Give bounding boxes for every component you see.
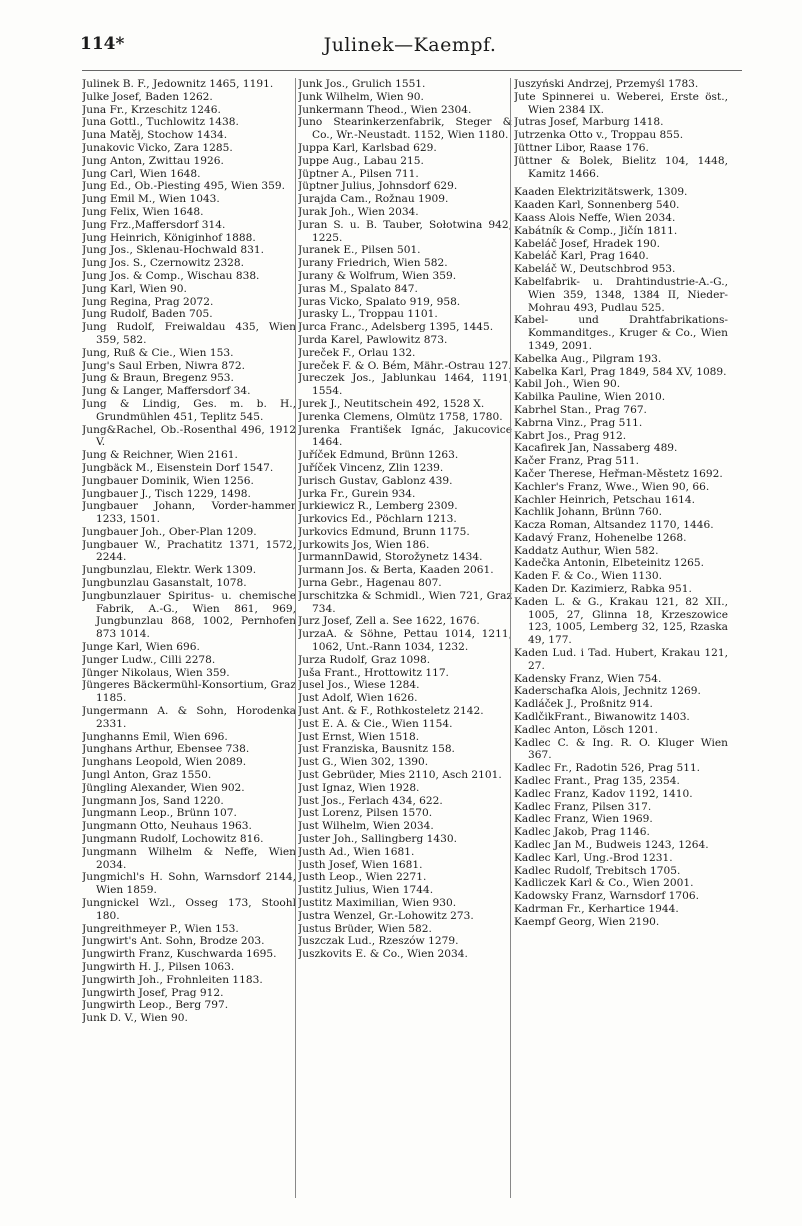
directory-entry: Kachler Heinrich, Petschau 1614. (514, 493, 695, 506)
directory-entry: Juno Stearinkerzenfabrik, Steger & Co., Wr.-Neustadt. 1152, Wien 1180. (298, 116, 512, 142)
directory-entry: Jungmann Otto, Neuhaus 1963. (82, 820, 252, 833)
directory-entry: Jungmann Jos, Sand 1220. (82, 794, 224, 807)
directory-entry: Just Adolf, Wien 1626. (298, 692, 418, 705)
directory-entry: Jung Emil M., Wien 1043. (82, 193, 220, 206)
directory-entry: Jung Jos. & Comp., Wischau 838. (82, 269, 260, 282)
directory-entry: JurmannDawid, Storožynetz 1434. (298, 551, 483, 564)
directory-entry: Jüptner Julius, Johnsdorf 629. (298, 180, 458, 193)
directory-entry: Jung Anton, Zwittau 1926. (82, 154, 224, 167)
directory-entry: Jungbäck M., Eisenstein Dorf 1547. (82, 461, 274, 474)
directory-entry: Kadlec Anton, Lösch 1201. (514, 723, 658, 736)
directory-entry: Jurca Franc., Adelsberg 1395, 1445. (298, 321, 494, 334)
directory-entry: Kačer Therese, Heřman-Městetz 1692. (514, 467, 723, 480)
directory-entry: Juppa Karl, Karlsbad 629. (298, 141, 437, 154)
directory-entry: Kadensky Franz, Wien 754. (514, 672, 662, 685)
directory-entry: Juppe Aug., Labau 215. (298, 154, 424, 167)
directory-entry: Kabátník & Comp., Jičín 1811. (514, 224, 678, 237)
directory-entry: Juran S. u. B. Tauber, Sołotwina 942, 1225. (298, 218, 512, 244)
directory-entry: JurzaA. & Söhne, Pettau 1014, 1211, 1062, Unt.-Rann 1034, 1232. (298, 628, 512, 654)
directory-entry: Kabrna Vinz., Prag 511. (514, 416, 643, 429)
directory-entry: Kabil Joh., Wien 90. (514, 378, 621, 391)
column-divider (510, 78, 511, 1198)
directory-entry: Jungmann Rudolf, Lochowitz 816. (82, 833, 264, 846)
directory-entry: Kadlec Franz, Kadov 1192, 1410. (514, 787, 693, 800)
column-1 (82, 78, 296, 1208)
directory-entry: Kadlec Rudolf, Trebitsch 1705. (514, 864, 681, 877)
directory-entry: Jungbunzlauer Spiritus- u. chemische Fabrik, A.-G., Wien 861, 969, Jungbunzlau 868, 1002, Pernhofen 873 1014. (82, 589, 296, 641)
directory-entry: Junghans Arthur, Ebensee 738. (82, 743, 250, 756)
directory-entry: Kacafirek Jan, Nassaberg 489. (514, 442, 678, 455)
directory-entry: Jungbauer W., Prachatitz 1371, 1572, 2244. (82, 538, 296, 564)
directory-entry: Jung & Lindig, Ges. m. b. H., Grundmühlen 451, Teplitz 545. (82, 397, 296, 423)
directory-entry: Jungwirth H. J., Pilsen 1063. (82, 960, 235, 973)
directory-entry: Juna Fr., Krzeschitz 1246. (82, 103, 221, 116)
directory-entry: Juříček Vincenz, Zlin 1239. (298, 461, 444, 474)
directory-entry: Jüttner Libor, Raase 176. (514, 141, 649, 154)
directory-entry: Kabelfabrik- u. Drahtindustrie-A.-G., Wien 359, 1348, 1384 II, Nieder-Mohrau 493, Pudlau 525. (514, 275, 728, 314)
directory-entry: Jung Frz.,Maffersdorf 314. (82, 218, 226, 231)
directory-entry: Kabelka Aug., Pilgram 193. (514, 352, 662, 365)
directory-entry: Jung&Rachel, Ob.-Rosenthal 496, 1912 V. (82, 423, 296, 449)
directory-entry: Kaden Dr. Kazimierz, Rabka 951. (514, 583, 692, 596)
directory-entry: Juras Vicko, Spalato 919, 958. (298, 295, 461, 308)
directory-entry: Kadlec C. & Ing. R. O. Kluger Wien 367. (514, 736, 728, 762)
column-3 (514, 78, 728, 1208)
directory-entry: Kaden L. & G., Krakau 121, 82 XII., 1005, 27, Glinna 18, Krzeszowice 123, 1005, Lemberg 32, 125, Rzaska 49, 177. (514, 595, 728, 647)
directory-entry: Jung Heinrich, Königinhof 1888. (82, 231, 256, 244)
directory-entry: Juszczak Lud., Rzeszów 1279. (298, 935, 459, 948)
directory-entry: Kachlik Johann, Brünn 760. (514, 506, 662, 519)
directory-entry: Jung Felix, Wien 1648. (82, 205, 204, 218)
directory-entry: Kadlec Jan M., Budweis 1243, 1264. (514, 839, 709, 852)
directory-entry: Juna Gottl., Tuchlowitz 1438. (82, 116, 239, 129)
directory-entry: Jurenka František Ignác, Jakucovice 1464. (298, 423, 512, 449)
directory-entry: Juna Matěj, Stochow 1434. (82, 129, 228, 142)
directory-entry: Jungmann Wilhelm & Neffe, Wien 2034. (82, 845, 296, 871)
running-head: Julinek—Kaempf. (323, 34, 497, 56)
directory-entry: Kaddatz Authur, Wien 582. (514, 544, 659, 557)
directory-entry: Jünger Nikolaus, Wien 359. (82, 666, 230, 679)
directory-entry: Jurz Josef, Zell a. See 1622, 1676. (298, 615, 480, 628)
directory-entry: Jureczek Jos., Jablunkau 1464, 1191, 1554. (298, 372, 512, 398)
directory-entry: Just Jos., Ferlach 434, 622. (298, 794, 443, 807)
directory-entry: Kacza Roman, Altsandez 1170, 1446. (514, 519, 714, 532)
directory-entry: Jüptner A., Pilsen 711. (298, 167, 419, 180)
directory-entry: Just Ignaz, Wien 1928. (298, 781, 420, 794)
directory-entry: Kaden F. & Co., Wien 1130. (514, 570, 662, 583)
directory-entry: Jungmann Leop., Brünn 107. (82, 807, 237, 820)
directory-entry: Kabrhel Stan., Prag 767. (514, 403, 647, 416)
directory-entry: Juras M., Spalato 847. (298, 282, 418, 295)
directory-entry: Kachler's Franz, Wwe., Wien 90, 66. (514, 480, 710, 493)
directory-entry: Jurmann Jos. & Berta, Kaaden 2061. (298, 564, 494, 577)
directory-entry: Just Wilhelm, Wien 2034. (298, 820, 434, 833)
directory-entry: Jurschitzka & Schmidl., Wien 721, Graz 734. (298, 589, 512, 615)
directory-entry: Junkermann Theod., Wien 2304. (298, 103, 472, 116)
directory-entry: Kadrman Fr., Kerhartice 1944. (514, 903, 679, 915)
page-header (80, 30, 740, 66)
directory-entry: Jurka Fr., Gurein 934. (298, 487, 416, 500)
directory-entry: Jungbauer Dominik, Wien 1256. (82, 474, 254, 487)
directory-entry: Juříček Edmund, Brünn 1263. (298, 449, 459, 462)
directory-entry: Kabel- und Drahtfabrikations-Kommanditges., Kruger & Co., Wien 1349, 2091. (514, 314, 728, 352)
directory-entry: Kadláček J., Proßnitz 914. (514, 698, 653, 711)
directory-entry: Justus Brüder, Wien 582. (298, 922, 432, 935)
directory-entry: Justitz Maximilian, Wien 930. (298, 897, 457, 909)
directory-entry: Jung Jos. S., Czernowitz 2328. (82, 257, 245, 270)
directory-entry: Jung & Braun, Bregenz 953. (82, 372, 234, 385)
directory-entry: Jungwirth Franz, Kuschwarda 1695. (82, 948, 277, 961)
directory-entry: Jung & Reichner, Wien 2161. (82, 449, 238, 462)
directory-entry: Jurkiewicz R., Lemberg 2309. (298, 500, 458, 513)
directory-entry: Juster Joh., Sallingberg 1430. (298, 833, 457, 846)
directory-entry: Jurak Joh., Wien 2034. (298, 205, 419, 218)
directory-entry: Jung Regina, Prag 2072. (82, 295, 214, 308)
directory-entry: Jurajda Cam., Rožnau 1909. (298, 193, 449, 206)
directory-entry: Jurenka Clemens, Olmütz 1758, 1780. (298, 410, 503, 423)
directory-entry: Jungwirt's Ant. Sohn, Brodze 203. (82, 935, 265, 948)
directory-entry: Junk Wilhelm, Wien 90. (298, 90, 424, 103)
directory-entry: Jungermann A. & Sohn, Horodenka 2331. (82, 705, 296, 730)
directory-entry: Kabeláč Karl, Prag 1640. (514, 250, 649, 263)
directory-entry: Justh Josef, Wien 1681. (298, 858, 423, 871)
directory-entry: Just Ant. & F., Rothkosteletz 2142. (298, 705, 484, 718)
directory-entry: Just Ernst, Wien 1518. (298, 730, 420, 743)
directory-entry: Kaaden Elektrizitätswerk, 1309. (514, 186, 688, 199)
directory-entry: Jungbauer J., Tisch 1229, 1498. (82, 487, 251, 500)
directory-entry: Jutras Josef, Marburg 1418. (514, 116, 664, 129)
directory-entry: Jurna Gebr., Hagenau 807. (298, 577, 442, 590)
header-rule (82, 70, 742, 71)
directory-entry: Just Lorenz, Pilsen 1570. (298, 807, 433, 820)
directory-entry: Jureček F. & O. Bém, Mähr.-Ostrau 127. (298, 359, 512, 372)
directory-entry: Junge Karl, Wien 696. (82, 641, 200, 654)
directory-entry: Jungl Anton, Graz 1550. (82, 769, 212, 782)
directory-entry: Kaden Lud. i Tad. Hubert, Krakau 121, 27. (514, 647, 728, 672)
directory-entry: Justra Wenzel, Gr.-Lohowitz 273. (298, 909, 474, 922)
directory-entry: Justitz Julius, Wien 1744. (298, 884, 434, 897)
directory-entry: Jureček F., Orlau 132. (298, 346, 416, 359)
directory-entry: Jungwirth Josef, Prag 912. (82, 986, 224, 999)
directory-entry: Kadavý Franz, Hohenelbe 1268. (514, 531, 687, 544)
directory-entry: Junghanns Emil, Wien 696. (82, 730, 228, 743)
directory-entry: Junk Jos., Grulich 1551. (298, 78, 426, 90)
directory-entry: Juša Frant., Hrottowitz 117. (298, 666, 449, 679)
directory-entry: Kabeláč W., Deutschbrod 953. (514, 263, 676, 276)
directory-entry: Kadliczek Karl & Co., Wien 2001. (514, 877, 694, 890)
directory-entry: Jung & Langer, Maffersdorf 34. (82, 385, 251, 398)
directory-entry: Kačer Franz, Prag 511. (514, 455, 639, 468)
directory-entry: Junk D. V., Wien 90. (82, 1012, 188, 1025)
directory-entry: Jüngling Alexander, Wien 902. (82, 781, 245, 794)
directory-entry: Jurza Rudolf, Graz 1098. (298, 653, 431, 666)
directory-entry: KadlčikFrant., Biwanowitz 1403. (514, 711, 690, 724)
directory-entry: Jurany & Wolfrum, Wien 359. (298, 269, 457, 282)
directory-entry: Jungnickel Wzl., Osseg 173, Stoohl 180. (82, 897, 296, 922)
directory-entry: Jurek J., Neutitschein 492, 1528 X. (298, 397, 485, 410)
directory-entry: Jutrzenka Otto v., Troppau 855. (514, 129, 684, 142)
directory-entry: Kabilka Pauline, Wien 2010. (514, 391, 666, 404)
directory-entry: Jute Spinnerei u. Weberei, Erste öst., Wien 2384 IX. (514, 90, 728, 116)
directory-entry: Jungbauer Joh., Ober-Plan 1209. (82, 525, 257, 538)
directory-entry: Julke Josef, Baden 1262. (82, 90, 213, 103)
directory-entry: Kabelka Karl, Prag 1849, 584 XV, 1089. (514, 365, 727, 378)
directory-entry: Kadečka Antonin, Elbeteinitz 1265. (514, 557, 705, 570)
directory-entry: Junger Ludw., Cilli 2278. (82, 653, 216, 666)
directory-entry: Jung Rudolf, Freiwaldau 435, Wien 359, 582. (82, 321, 296, 346)
directory-entry: Kadlec Karl, Ung.-Brod 1231. (514, 851, 673, 864)
directory-entry: Jurkovics Edmund, Brunn 1175. (298, 525, 470, 538)
directory-entry: Just Franziska, Bausnitz 158. (298, 743, 455, 756)
directory-entry: Kaempf Georg, Wien 2190. (514, 915, 660, 928)
directory-entry: Jurkowits Jos, Wien 186. (298, 538, 430, 551)
directory-entry: Jurany Friedrich, Wien 582. (298, 257, 448, 270)
directory-entry: Jung Ed., Ob.-Piesting 495, Wien 359. (82, 180, 286, 193)
directory-entry: Just G., Wien 302, 1390. (298, 756, 429, 769)
column-2 (298, 78, 512, 1208)
directory-entry: Jurisch Gustav, Gablonz 439. (298, 474, 453, 487)
directory-entry: Jungbauer Johann, Vorder-hammer 1233, 1501. (82, 500, 296, 526)
directory-entry: Kadlec Jakob, Prag 1146. (514, 826, 650, 839)
directory-entry: Junghans Leopold, Wien 2089. (82, 756, 247, 769)
page-number: 114* (80, 34, 125, 54)
directory-entry: Kadlec Franz, Pilsen 317. (514, 800, 652, 813)
directory-entry: Justh Leop., Wien 2271. (298, 871, 427, 884)
directory-entry: Jusel Jos., Wiese 1284. (298, 679, 420, 692)
directory-entry: Kadlec Franz, Wien 1969. (514, 813, 653, 826)
directory-entry: Jung's Saul Erben, Niwra 872. (82, 359, 246, 372)
directory-entry: Jungbunzlau, Elektr. Werk 1309. (82, 564, 257, 577)
directory-entry: Jung Karl, Wien 90. (82, 282, 187, 295)
directory-entry: Jung Rudolf, Baden 705. (82, 308, 213, 321)
directory-entry: Jungreithmeyer P., Wien 153. (82, 922, 239, 935)
directory-entry: Kabeláč Josef, Hradek 190. (514, 237, 660, 250)
directory-entry: Jungwirth Joh., Frohnleiten 1183. (82, 973, 263, 986)
directory-entry: Julinek B. F., Jedownitz 1465, 1191. (82, 78, 274, 90)
directory-entry: Jung Carl, Wien 1648. (82, 167, 201, 180)
directory-entry: Juszyński Andrzej, Przemyśl 1783. (514, 78, 699, 90)
directory-entry: Jung, Ruß & Cie., Wien 153. (82, 346, 234, 359)
directory-entry: Kadowsky Franz, Warnsdorf 1706. (514, 890, 699, 903)
directory-entry: Juranek E., Pilsen 501. (298, 244, 421, 257)
directory-entry: Just Gebrüder, Mies 2110, Asch 2101. (298, 769, 502, 782)
directory-entry: Justh Ad., Wien 1681. (298, 845, 415, 858)
directory-entry: Juszkovits E. & Co., Wien 2034. (298, 948, 468, 961)
directory-entry: Jungmichl's H. Sohn, Warnsdorf 2144, Wien 1859. (82, 871, 296, 897)
directory-entry: Jüngeres Bäckermühl-Konsortium, Graz 1185. (82, 679, 296, 705)
directory-entry: Junakovic Vicko, Zara 1285. (82, 141, 233, 154)
directory-entry: Jurda Karel, Pawlowitz 873. (298, 333, 448, 346)
directory-entry: Jurasky L., Troppau 1101. (298, 308, 438, 321)
directory-entry: Jungbunzlau Gasanstalt, 1078. (82, 577, 247, 590)
directory-entry: Kaaden Karl, Sonnenberg 540. (514, 199, 680, 212)
directory-entry: Kadlec Fr., Radotin 526, Prag 511. (514, 762, 701, 775)
directory-entry: Jurkovics Ed., Pöchlarn 1213. (298, 513, 457, 526)
directory-entry: Kaderschafka Alois, Jechnitz 1269. (514, 685, 701, 698)
directory-entry: Jüttner & Bolek, Bielitz 104, 1448, Kamitz 1466. (514, 154, 728, 180)
column-divider (295, 78, 296, 1198)
directory-entry: Just E. A. & Cie., Wien 1154. (298, 717, 453, 730)
directory-entry: Kadlec Frant., Prag 135, 2354. (514, 775, 680, 788)
directory-entry: Kaass Alois Neffe, Wien 2034. (514, 211, 676, 224)
directory-entry: Jung Jos., Sklenau-Hochwald 831. (82, 244, 264, 257)
directory-entry: Kabrt Jos., Prag 912. (514, 429, 627, 442)
directory-entry: Jungwirth Leop., Berg 797. (82, 999, 229, 1012)
